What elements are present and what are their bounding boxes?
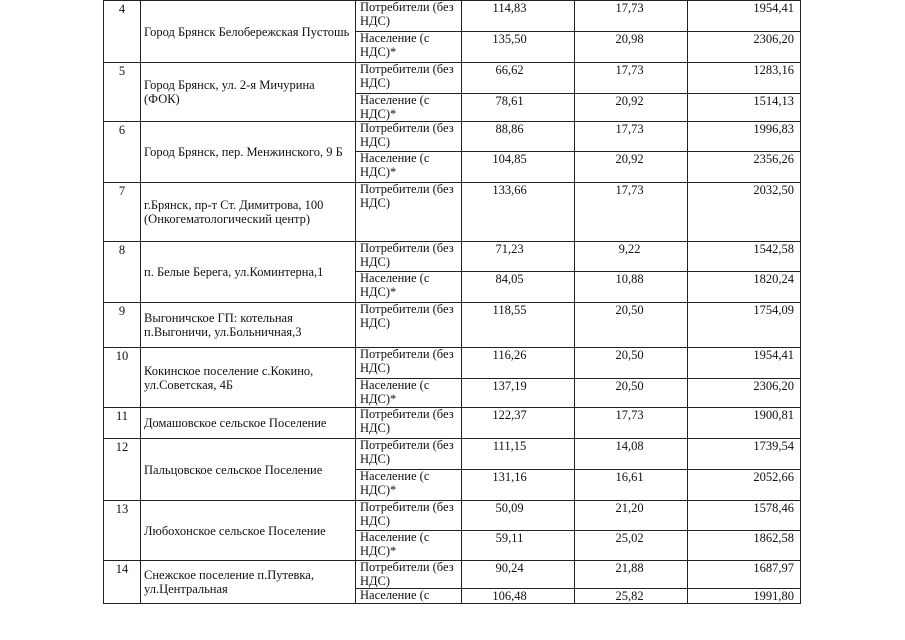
table-row	[104, 63, 801, 94]
value-3-cell: 2356,26	[688, 152, 801, 183]
location-cell: Выгоничское ГП: котельная п.Выгоничи, ул.Больничная,3	[141, 303, 356, 348]
location-cell: Город Брянск Белобережская Пустошь	[141, 1, 356, 63]
table-row	[104, 439, 801, 470]
row-number: 5	[104, 63, 141, 122]
consumer-category-cell: Потребители (без НДС)	[356, 63, 462, 94]
value-2-cell: 20,50	[575, 348, 688, 379]
consumer-category-cell: Население (с НДС)*	[356, 32, 462, 63]
consumer-category-cell: Население (с НДС)*	[356, 379, 462, 408]
value-3-cell: 1954,41	[688, 1, 801, 32]
location-cell: г.Брянск, пр-т Ст. Димитрова, 100 (Онкогематологический центр)	[141, 183, 356, 242]
value-1-cell: 78,61	[462, 94, 575, 122]
row-number: 4	[104, 1, 141, 63]
value-1-cell: 71,23	[462, 242, 575, 272]
value-2-cell: 10,88	[575, 272, 688, 303]
value-2-cell: 21,20	[575, 501, 688, 531]
location-cell: Город Брянск, пер. Менжинского, 9 Б	[141, 122, 356, 183]
value-3-cell: 1754,09	[688, 303, 801, 348]
table-row	[104, 348, 801, 379]
table-row	[104, 242, 801, 272]
value-2-cell: 17,73	[575, 183, 688, 242]
row-number: 13	[104, 501, 141, 561]
value-1-cell: 88,86	[462, 122, 575, 152]
value-2-cell: 16,61	[575, 470, 688, 501]
row-number: 14	[104, 561, 141, 604]
value-3-cell: 1996,83	[688, 122, 801, 152]
value-3-cell: 1514,13	[688, 94, 801, 122]
consumer-category-cell: Потребители (без НДС)	[356, 122, 462, 152]
value-2-cell: 17,73	[575, 1, 688, 32]
table-row	[104, 303, 801, 348]
value-3-cell: 1991,80	[688, 589, 801, 604]
table-row	[104, 501, 801, 531]
value-2-cell: 17,73	[575, 63, 688, 94]
consumer-category-cell: Население (с НДС)*	[356, 152, 462, 183]
value-3-cell: 1862,58	[688, 531, 801, 561]
value-1-cell: 104,85	[462, 152, 575, 183]
consumer-category-cell: Потребители (без НДС)	[356, 439, 462, 470]
location-cell: Город Брянск, ул. 2-я Мичурина (ФОК)	[141, 63, 356, 122]
value-1-cell: 122,37	[462, 408, 575, 439]
location-cell: Любохонское сельское Поселение	[141, 501, 356, 561]
value-3-cell: 2052,66	[688, 470, 801, 501]
value-1-cell: 84,05	[462, 272, 575, 303]
table-row	[104, 408, 801, 439]
value-3-cell: 2306,20	[688, 32, 801, 63]
consumer-category-cell: Население (с НДС)*	[356, 272, 462, 303]
consumer-category-cell: Потребители (без НДС)	[356, 1, 462, 32]
value-1-cell: 66,62	[462, 63, 575, 94]
location-cell: Кокинское поселение с.Кокино, ул.Советская, 4Б	[141, 348, 356, 408]
table-row	[104, 561, 801, 589]
value-1-cell: 106,48	[462, 589, 575, 604]
tariff-table	[103, 0, 801, 604]
location-cell: п. Белые Берега, ул.Коминтерна,1	[141, 242, 356, 303]
value-1-cell: 133,66	[462, 183, 575, 242]
value-3-cell: 1578,46	[688, 501, 801, 531]
table-row	[104, 1, 801, 32]
tariff-table-body	[104, 1, 801, 604]
value-3-cell: 1283,16	[688, 63, 801, 94]
row-number: 11	[104, 408, 141, 439]
value-1-cell: 118,55	[462, 303, 575, 348]
consumer-category-cell: Потребители (без НДС)	[356, 561, 462, 589]
value-2-cell: 17,73	[575, 408, 688, 439]
value-1-cell: 131,16	[462, 470, 575, 501]
value-2-cell: 25,02	[575, 531, 688, 561]
value-2-cell: 20,92	[575, 94, 688, 122]
value-2-cell: 25,82	[575, 589, 688, 604]
location-cell: Пальцовское сельское Поселение	[141, 439, 356, 501]
row-number: 8	[104, 242, 141, 303]
value-2-cell: 9,22	[575, 242, 688, 272]
location-cell: Снежское поселение п.Путевка, ул.Центральная	[141, 561, 356, 604]
value-3-cell: 1954,41	[688, 348, 801, 379]
consumer-category-cell: Население (с НДС)*	[356, 531, 462, 561]
consumer-category-cell: Потребители (без НДС)	[356, 408, 462, 439]
value-1-cell: 50,09	[462, 501, 575, 531]
value-1-cell: 116,26	[462, 348, 575, 379]
value-3-cell: 1687,97	[688, 561, 801, 589]
value-1-cell: 111,15	[462, 439, 575, 470]
row-number: 6	[104, 122, 141, 183]
consumer-category-cell: Потребители (без НДС)	[356, 348, 462, 379]
value-1-cell: 114,83	[462, 1, 575, 32]
table-row	[104, 122, 801, 152]
value-3-cell: 2306,20	[688, 379, 801, 408]
value-3-cell: 1739,54	[688, 439, 801, 470]
value-2-cell: 20,98	[575, 32, 688, 63]
value-2-cell: 20,50	[575, 303, 688, 348]
row-number: 7	[104, 183, 141, 242]
value-2-cell: 20,50	[575, 379, 688, 408]
value-3-cell: 1542,58	[688, 242, 801, 272]
row-number: 9	[104, 303, 141, 348]
consumer-category-cell: Потребители (без НДС)	[356, 501, 462, 531]
value-2-cell: 17,73	[575, 122, 688, 152]
value-3-cell: 1900,81	[688, 408, 801, 439]
location-cell: Домашовское сельское Поселение	[141, 408, 356, 439]
value-1-cell: 90,24	[462, 561, 575, 589]
consumer-category-cell: Потребители (без НДС)	[356, 183, 462, 242]
consumer-category-cell: Население (с	[356, 589, 462, 604]
value-2-cell: 21,88	[575, 561, 688, 589]
row-number: 10	[104, 348, 141, 408]
value-3-cell: 2032,50	[688, 183, 801, 242]
row-number: 12	[104, 439, 141, 501]
consumer-category-cell: Население (с НДС)*	[356, 470, 462, 501]
value-2-cell: 14,08	[575, 439, 688, 470]
value-1-cell: 135,50	[462, 32, 575, 63]
consumer-category-cell: Население (с НДС)*	[356, 94, 462, 122]
value-1-cell: 137,19	[462, 379, 575, 408]
value-3-cell: 1820,24	[688, 272, 801, 303]
consumer-category-cell: Потребители (без НДС)	[356, 242, 462, 272]
value-1-cell: 59,11	[462, 531, 575, 561]
value-2-cell: 20,92	[575, 152, 688, 183]
consumer-category-cell: Потребители (без НДС)	[356, 303, 462, 348]
table-row	[104, 183, 801, 242]
